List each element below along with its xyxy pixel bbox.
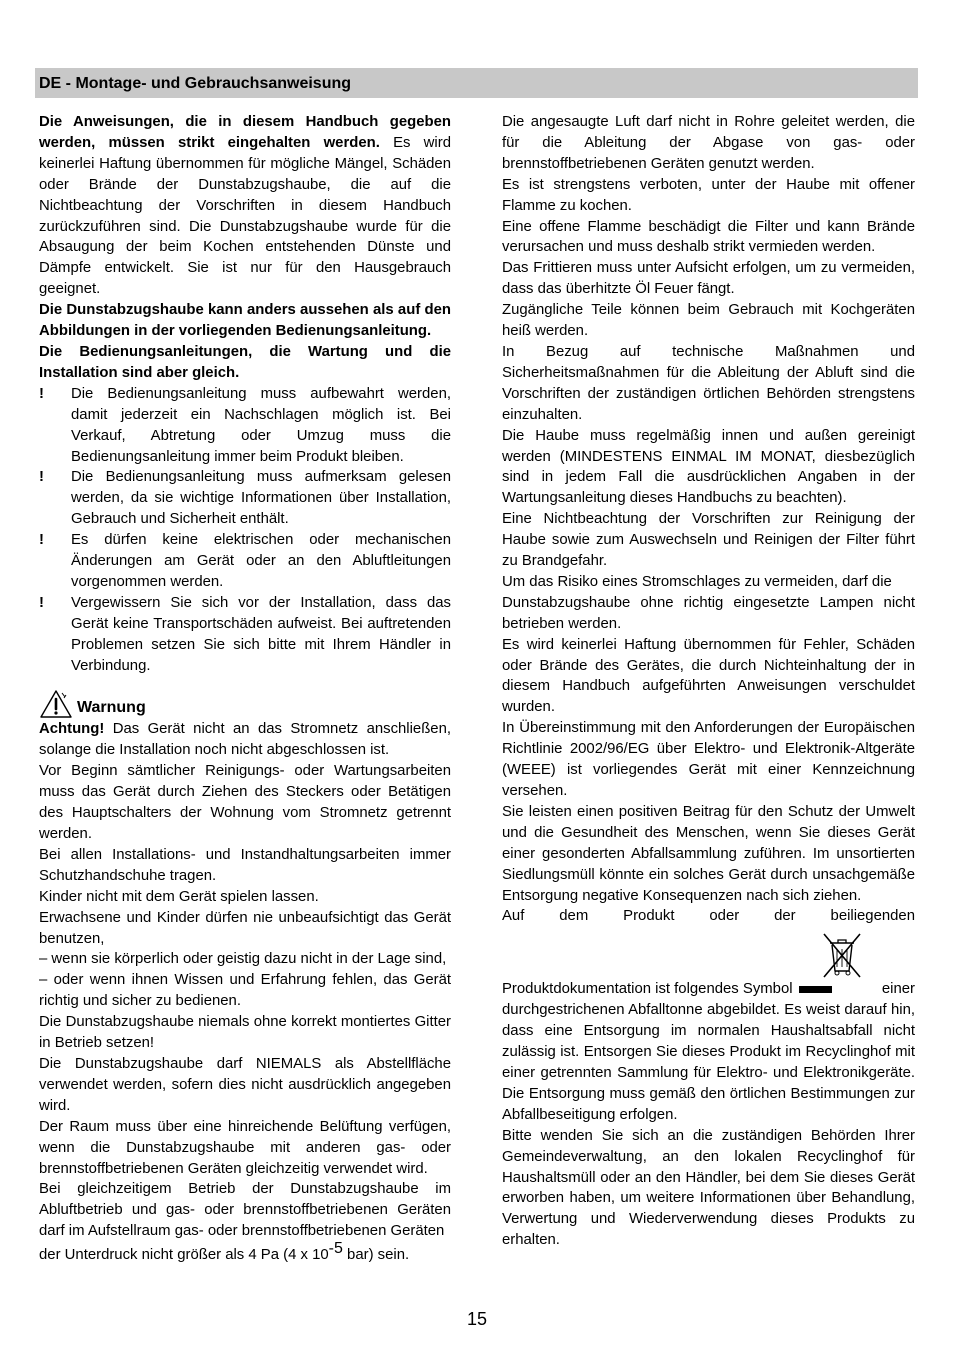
paragraph: In Bezug auf technische Maßnahmen und Sicherheitsmaßnahmen für die Ableitung der Abluft sind die Vorschriften der zuständigen örtlichen Behörden strengstens einzuhalten. [502, 343, 915, 423]
paragraph: Bitte wenden Sie sich an die zuständigen Behörden Ihrer Gemeindeverwaltung, an den lokalen Recyclinghof für Haushaltsmüll oder an den Händler, bei dem Sie dieses Gerät erworben haben, um weitere Informationen über Behandlung, Verwertung und Wiederverwendung dieses Produkts zu erhalten. [502, 1127, 915, 1249]
symbol-text: Produktdokumentation ist folgendes Symbol [502, 981, 793, 998]
right-column [502, 112, 915, 1251]
warning-title: Warnung [77, 698, 146, 716]
paragraph: – wenn sie körperlich oder geistig dazu nicht in der Lage sind, [39, 951, 447, 968]
bullet-text: Vergewissern Sie sich vor der Installation, dass das Gerät keine Transportschäden aufweist. Bei auftretenden Problemen setzen Sie sich bitte mit Ihrem Händler in Verbindung. [71, 594, 451, 674]
paragraph: Der Raum muss über eine hinreichende Belüftung verfügen, wenn die Dunstabzugshaube mit anderen gas- oder brennstoffbetriebenen Geräten gleichzeitig verwendet wird. [39, 1118, 451, 1177]
bullet-item [39, 593, 451, 677]
symbol-line [502, 979, 915, 1000]
symbol-text-end: einer [881, 981, 915, 998]
paragraph: Um das Risiko eines Stromschlages zu vermeiden, darf die [502, 573, 892, 590]
crossed-bin-icon [820, 931, 864, 979]
word: oder [709, 908, 740, 925]
warning-heading [39, 685, 451, 719]
black-bar-icon [799, 986, 832, 993]
paragraph: In Übereinstimmung mit den Anforderungen der Europäischen Richtlinie 2002/96/EG über Elektro- und Elektronik-Altgeräte (WEEE) ist vorliegendes Gerät mit einer Kennzeichnung versehen. [502, 720, 915, 799]
achtung-paragraph [39, 719, 451, 761]
bullet-item [39, 530, 451, 593]
intro-bold: Die Anweisungen, die in diesem Handbuch gegeben werden, müssen strikt eingehalten werden. [39, 114, 451, 151]
pressure-line [39, 1240, 451, 1266]
paragraph: Bei gleichzeitigem Betrieb der Dunstabzugshaube im Abluftbetrieb und gas- oder brennstoffbetriebenen Geräten darf im Aufstellraum gas- oder brennstoffbetriebenen Geräten [39, 1181, 451, 1240]
bullet-text: Die Bedienungsanleitung muss aufbewahrt werden, damit jederzeit ein Nachschlagen möglich ist. Bei Verkauf, Abtretung oder Umzug muss die Bedienungsanleitung immer beim Produkt bleiben. [71, 385, 451, 465]
bullet-text: Die Bedienungsanleitung muss aufmerksam gelesen werden, da sie wichtige Informationen über Installation, Gebrauch und Sicherheit enthält. [71, 469, 451, 528]
paragraph: Sie leisten einen positiven Beitrag für den Schutz der Umwelt und die Gesundheit des Menschen, wenn Sie dieses Gerät einer gesonderten Abfallsammlung zuführen. Im unsortierten Siedlungsmüll könnte ein solches Gerät durch unsachgemäße Entsorgung negative Konsequenzen nach sich ziehen. [502, 803, 915, 904]
paragraph: Eine Nichtbeachtung der Vorschriften zur Reinigung der Haube sowie zum Auswechseln und Reinigen der Filter führt zu Brandgefahr. [502, 511, 915, 570]
section-title: DE - Montage- und Gebrauchsanweisung [39, 75, 352, 92]
weee-symbol-row [502, 927, 915, 979]
achtung-text: Das Gerät nicht an das Stromnetz anschließen, solange die Installation noch nicht abgeschlossen ist. [39, 721, 451, 759]
exclamation-mark: ! [39, 469, 44, 486]
paragraph: Bei allen Installations- und Instandhaltungsarbeiten immer Schutzhandschuhe tragen. [39, 846, 451, 884]
instructions-note: Die Bedienungsanleitungen, die Wartung und die Installation sind aber gleich. [39, 343, 451, 381]
paragraph: Erwachsene und Kinder dürfen nie unbeaufsichtigt das Gerät benutzen, [39, 909, 451, 947]
paragraph: Die Haube muss regelmäßig innen und außen gereinigt werden (MINDESTENS EINMAL IM MONAT, diesbezüglich sind in jedem Fall die ausdrücklichen Angaben in der Wartungsanleitung dieses Handbuchs zu beachten). [502, 427, 915, 507]
exclamation-mark: ! [39, 385, 44, 402]
bullet-item [39, 384, 451, 468]
paragraph: Vor Beginn sämtlicher Reinigungs- oder Wartungsarbeiten muss das Gerät durch Ziehen des Steckers oder Betätigen des Hauptschalters der Wohnung vom Stromnetz getrennt werden. [39, 763, 451, 842]
pressure-text: der Unterdruck nicht größer als 4 Pa (4 x 10 [39, 1247, 329, 1264]
word: Produkt [623, 908, 675, 925]
word: beiliegenden [830, 908, 915, 925]
word: dem [559, 908, 589, 925]
exclamation-mark: ! [39, 594, 44, 611]
paragraph: Zugängliche Teile können beim Gebrauch mit Kochgeräten heiß werden. [502, 302, 915, 340]
paragraph: – oder wenn ihnen Wissen und Erfahrung fehlen, das Gerät richtig und sicher zu bedienen. [39, 972, 451, 1010]
section-header [35, 68, 918, 98]
intro-paragraph [39, 112, 451, 300]
product-line [502, 906, 915, 927]
achtung-label: Achtung! [39, 721, 105, 738]
left-column [39, 112, 451, 1266]
pressure-exponent: -5 [328, 1240, 343, 1258]
word: Auf [502, 908, 525, 925]
paragraph: Das Frittieren muss unter Aufsicht erfolgen, um zu vermeiden, dass das überhitzte Öl Feuer fängt. [502, 260, 915, 298]
paragraph: Es wird keinerlei Haftung übernommen für Fehler, Schäden oder Brände des Gerätes, die durch Nichteinhaltung der in diesem Handbuch aufgeführten Anweisungen verschuldet wurden. [502, 636, 915, 716]
word: der [774, 908, 796, 925]
page-number: 15 [466, 1309, 488, 1329]
exclamation-mark: ! [39, 532, 44, 549]
bullet-item [39, 467, 451, 530]
appearance-note: Die Dunstabzugshaube kann anders aussehen als auf den Abbildungen in der vorliegenden Bedienungsanleitung. [39, 302, 451, 340]
paragraph: Eine offene Flamme beschädigt die Filter und kann Brände verursachen und muss deshalb strikt vermieden werden. [502, 218, 915, 256]
bullet-text: Es dürfen keine elektrischen oder mechanischen Änderungen am Gerät oder an den Abluftleitungen vorgenommen werden. [71, 532, 451, 590]
paragraph: Die angesaugte Luft darf nicht in Rohre geleitet werden, die für die Ableitung der Abgase von gas- oder brennstoffbetriebenen Geräten genutzt werden. [502, 114, 915, 172]
paragraph: durchgestrichenen Abfalltonne abgebildet. Es weist darauf hin, dass eine Entsorgung im normalen Haushaltsabfall nicht zulässig ist. Entsorgen Sie dieses Produkt im Recyclinghof mit einer getrennten Sammlung für Elektro- und Elektronikgeräte. Die Entsorgung muss gemäß den örtlichen Bestimmungen zur Abfallbeseitigung erfolgen. [502, 1002, 915, 1123]
pressure-unit: bar) sein. [342, 1247, 410, 1264]
paragraph: Kinder nicht mit dem Gerät spielen lassen. [39, 888, 319, 905]
paragraph: Dunstabzugshaube ohne richtig eingesetzte Lampen nicht betrieben werden. [502, 594, 915, 632]
warning-triangle-icon [39, 689, 73, 719]
intro-text: Es wird keinerlei Haftung übernommen für mögliche Mängel, Schäden oder Brände der Dunstabzugshaube, die auf die Nichtbeachtung der Vorschriften in diesem Handbuch zurückzuführen sind. Die Dunstabzugshaube wurde für die Absaugung der beim Kochen entstehenden Dünste und Dämpfe entwickelt. Sie ist nur für den Hausgebrauch geeignet. [39, 134, 451, 298]
paragraph: Die Dunstabzugshaube darf NIEMALS als Abstellfläche verwendet werden, sofern dies nicht ausdrücklich angegeben wird. [39, 1055, 451, 1114]
paragraph: Die Dunstabzugshaube niemals ohne korrekt montiertes Gitter in Betrieb setzen! [39, 1014, 451, 1052]
paragraph: Es ist strengstens verboten, unter der Haube mit offener Flamme zu kochen. [502, 176, 915, 214]
